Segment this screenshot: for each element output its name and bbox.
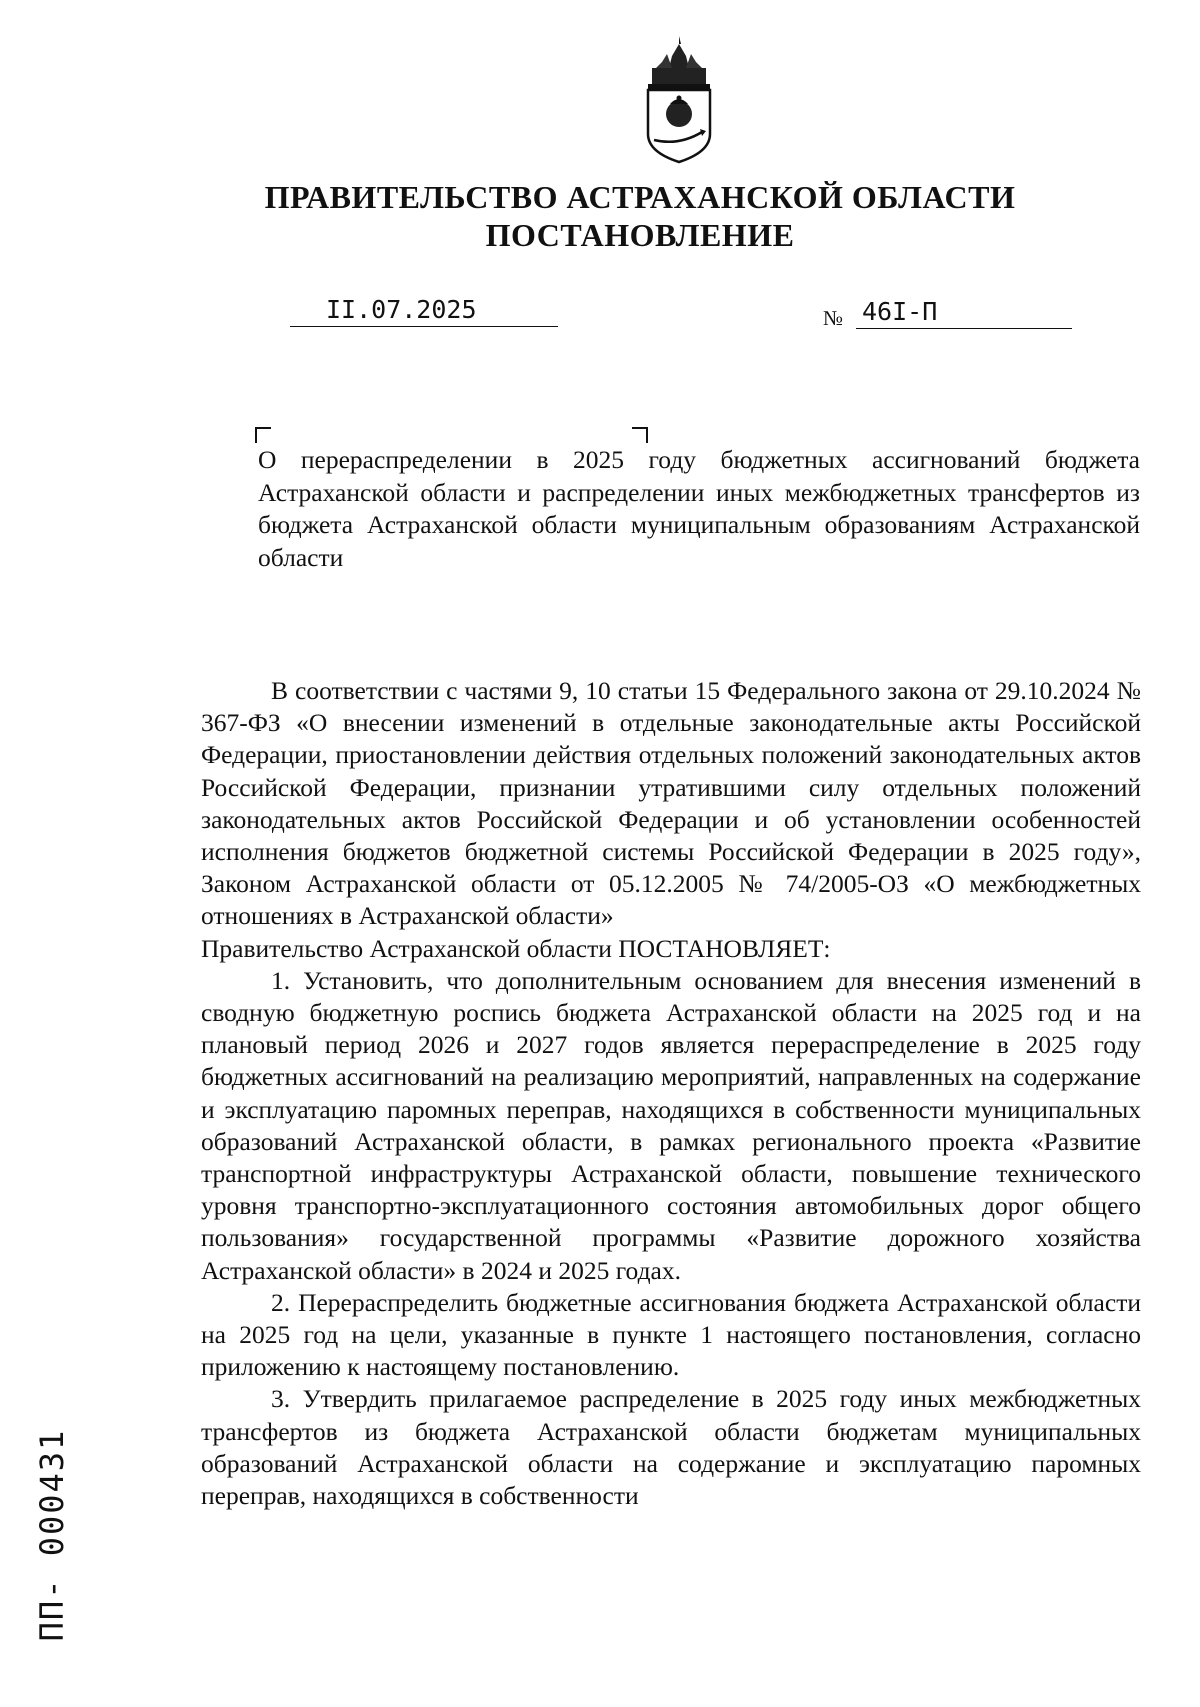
number-sign: № [823,306,844,330]
item-paragraph-3: 3. Утвердить прилагаемое распределение в 2025 году иных межбюджетных трансфертов из бюджета Астраханской области бюджетам муниципальных образований Астраханской области на содержание и эксплуатацию паромных переправ, находящихся в собственности [201,1384,1141,1511]
item-paragraph-1: 1. Установить, что дополнительным основанием для внесения изменений в сводную бюджетную роспись бюджета Астраханской области на 2025 год и на плановый период 2026 и 2027 годов является перераспределение в 2025 году бюджетных ассигнований на реализацию мероприятий, направленных на содержание и эксплуатацию паромных переправ, находящихся в собственности муниципальных образований Астраханской области, в рамках регионального проекта «Развитие транспортной инфраструктуры Астраханской области, повышение технического уровня транспортно-эксплуатационного состояния автомобильных дорог общего пользования» государственной программы «Развитие дорожного хозяйства Астраханской области» в 2024 и 2025 годах. [201,965,1141,1285]
coat-of-arms-emblem [634,34,724,166]
document-body [201,675,1141,1512]
subject-corner-mark-right [632,427,648,443]
margin-serial-text: ПП- 000431 [33,1428,71,1642]
document-subject: О перераспределении в 2025 году бюджетных ассигнований бюджета Астраханской области и распределении иных межбюджетных трансфертов из бюджета Астраханской области муниципальным образованиям Астраханской области [258,445,1140,572]
document-date: II.07.2025 [326,295,477,324]
document-number: 46I-П [862,297,938,326]
subject-corner-mark-left [255,427,271,443]
organization-name: ПРАВИТЕЛЬСТВО АСТРАХАНСКОЙ ОБЛАСТИ [264,179,1016,215]
document-type: ПОСТАНОВЛЕНИЕ [485,217,795,253]
margin-serial-number [22,1380,82,1690]
date-field [290,292,558,327]
resolves-paragraph: Правительство Астраханской области ПОСТАНОВЛЯЕТ: [201,933,831,963]
item-paragraph-2: 2. Перераспределить бюджетные ассигнования бюджета Астраханской области на 2025 год на цели, указанные в пункте 1 настоящего постановления, согласно приложению к настоящему постановлению. [201,1287,1141,1382]
number-field [856,292,1072,329]
preamble-paragraph: В соответствии с частями 9, 10 статьи 15 Федерального закона от 29.10.2024 № 367-ФЗ «О внесении изменений в отдельные законодательные акты Российской Федерации, приостановлении действия отдельных положений законодательных актов Российской Федерации, признании утратившими силу отдельных положений законодательных актов Российской Федерации и об установлении особенностей исполнения бюджетов бюджетной системы Российской Федерации в 2025 году», Законом Астраханской области от 05.12.2005 № 74/2005-ОЗ «О межбюджетных отношениях в Астраханской области» [201,676,1141,931]
